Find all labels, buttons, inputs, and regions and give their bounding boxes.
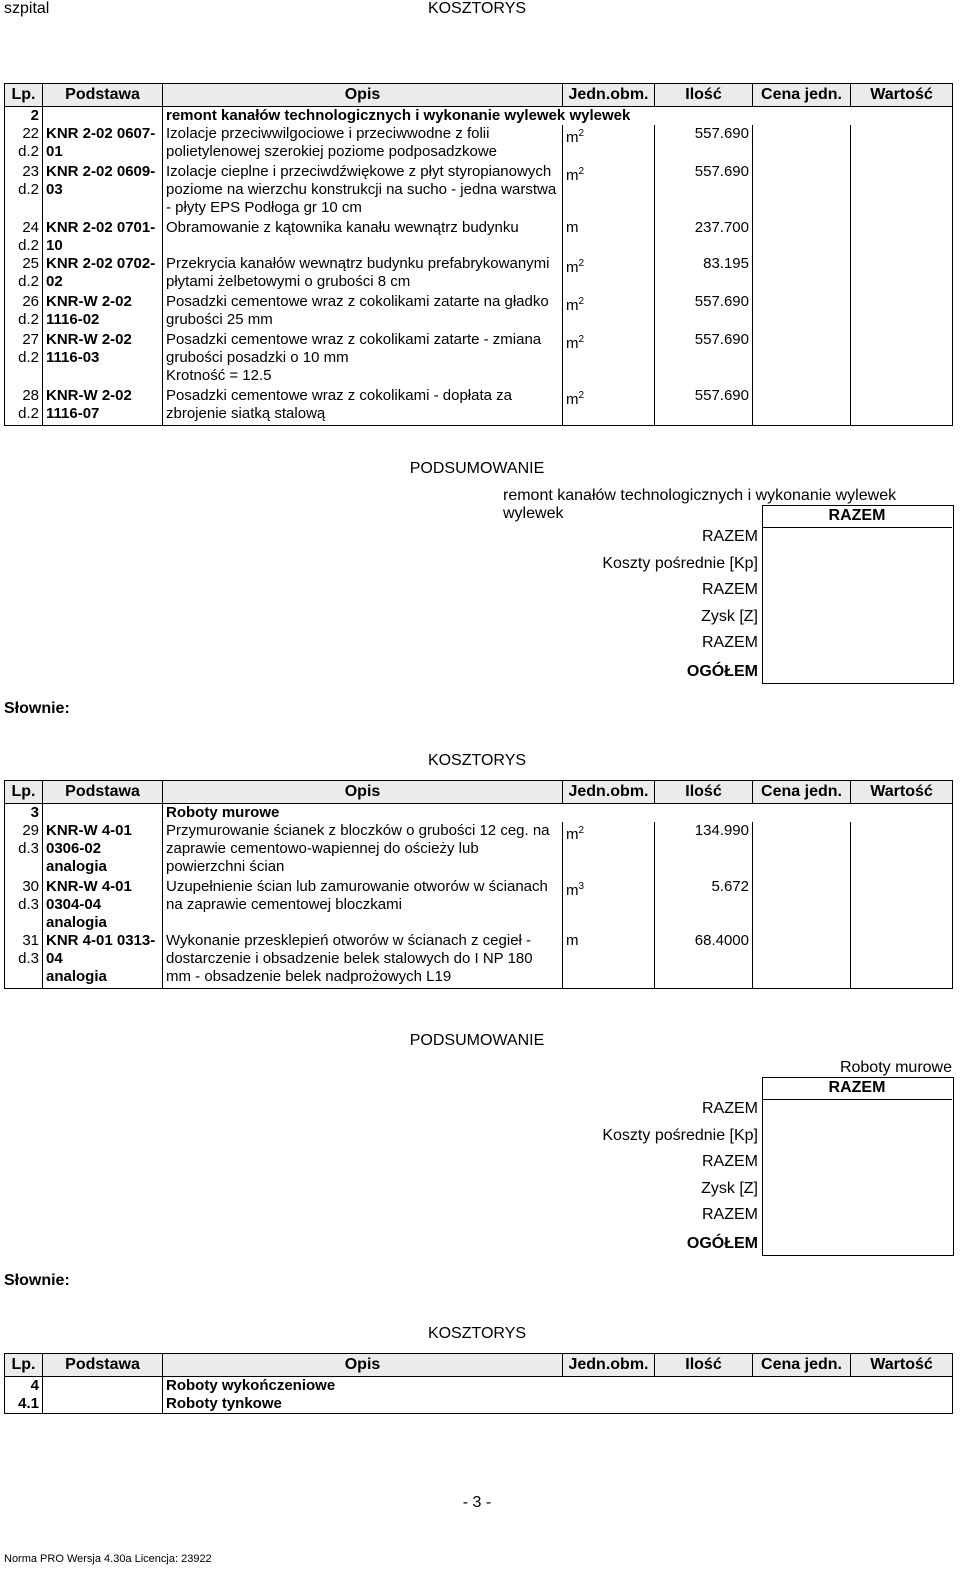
section-lp: 2	[5, 107, 43, 126]
col-opis: Opis	[163, 1354, 563, 1377]
section-lp: 4.1	[5, 1395, 43, 1414]
row-opis: Posadzki cementowe wraz z cokolikami zatarte - zmiana grubości posadzki o 10 mm Krotność = 12.5	[163, 331, 563, 387]
summary-koszty-posrednie: Koszty pośrednie [Kp]	[602, 1127, 758, 1144]
row-price	[753, 387, 851, 426]
section-empty	[43, 107, 163, 126]
summary-razem-3: RAZEM	[702, 634, 758, 651]
col-cena: Cena jedn.	[753, 84, 851, 107]
section-lp: 4	[5, 1377, 43, 1396]
row-opis: Posadzki cementowe wraz z cokolikami - dopłata za zbrojenie siatką stalową	[163, 387, 563, 426]
summary-razem: RAZEM	[702, 1100, 758, 1117]
row-value	[851, 293, 953, 331]
row-value	[851, 822, 953, 878]
summary-value-box-2	[762, 1077, 954, 1256]
row-value	[851, 125, 953, 163]
col-opis: Opis	[163, 84, 563, 107]
row-price	[753, 331, 851, 387]
section-title: Roboty wykończeniowe	[163, 1377, 953, 1396]
row-unit: $m^2$	[563, 255, 655, 293]
document-owner: szpital	[4, 0, 50, 17]
col-jednostka: Jedn.obm.	[563, 781, 655, 804]
section-row	[5, 107, 953, 126]
cost-table-3	[4, 1353, 953, 1414]
section-empty	[43, 1377, 163, 1396]
summary-divider	[762, 527, 952, 528]
col-opis: Opis	[163, 781, 563, 804]
row-opis: Uzupełnienie ścian lub zamurowanie otworów w ścianach na zaprawie cementowej bloczkami	[163, 878, 563, 932]
col-lp: Lp.	[5, 1354, 43, 1377]
slownie-label-2: Słownie:	[4, 1272, 70, 1289]
section-empty	[43, 804, 163, 823]
row-price	[753, 878, 851, 932]
row-qty: 237.700	[655, 219, 753, 255]
table-row	[5, 932, 953, 989]
col-wartosc: Wartość	[851, 1354, 953, 1377]
row-value	[851, 219, 953, 255]
col-ilosc: Ilość	[655, 781, 753, 804]
summary-title-2: PODSUMOWANIE	[409, 1032, 545, 1049]
summary-ogolem: OGÓŁEM	[686, 663, 758, 680]
row-qty: 5.672	[655, 878, 753, 932]
summary-razem-2: RAZEM	[702, 581, 758, 598]
table-row	[5, 878, 953, 932]
table-row	[5, 255, 953, 293]
table-row	[5, 125, 953, 163]
row-unit: $m^2$	[563, 163, 655, 219]
section-row	[5, 804, 953, 823]
cost-table-1	[4, 83, 953, 426]
col-podstawa: Podstawa	[43, 84, 163, 107]
col-wartosc: Wartość	[851, 84, 953, 107]
summary-koszty-posrednie: Koszty pośrednie [Kp]	[602, 555, 758, 572]
table-row	[5, 219, 953, 255]
row-podstawa: KNR-W 2-02 1116-03	[43, 331, 163, 387]
col-podstawa: Podstawa	[43, 781, 163, 804]
summary-zysk: Zysk [Z]	[701, 1180, 758, 1197]
row-value	[851, 878, 953, 932]
col-jednostka: Jedn.obm.	[563, 1354, 655, 1377]
row-podstawa: KNR 2-02 0609- 03	[43, 163, 163, 219]
row-unit: m	[563, 932, 655, 989]
row-lp: 27 d.2	[5, 331, 43, 387]
summary-value-box	[762, 505, 954, 684]
summary-razem-header: RAZEM	[828, 507, 886, 524]
row-podstawa: KNR 2-02 0701- 10	[43, 219, 163, 255]
section-title: remont kanałów technologicznych i wykonanie wylewek wylewek	[163, 107, 953, 126]
summary-title: PODSUMOWANIE	[409, 460, 545, 477]
col-cena: Cena jedn.	[753, 781, 851, 804]
row-qty: 557.690	[655, 387, 753, 426]
row-price	[753, 163, 851, 219]
row-unit: $m^3$	[563, 878, 655, 932]
table-row	[5, 387, 953, 426]
page-number: - 3 -	[462, 1494, 492, 1511]
col-ilosc: Ilość	[655, 1354, 753, 1377]
col-wartosc: Wartość	[851, 781, 953, 804]
summary-razem-2: RAZEM	[702, 1153, 758, 1170]
row-podstawa: KNR-W 2-02 1116-02	[43, 293, 163, 331]
document-title-3: KOSZTORYS	[427, 1325, 527, 1342]
row-qty: 557.690	[655, 293, 753, 331]
row-price	[753, 219, 851, 255]
row-podstawa: KNR 2-02 0607- 01	[43, 125, 163, 163]
summary-divider-2	[762, 1099, 952, 1100]
row-unit: $m^2$	[563, 387, 655, 426]
row-value	[851, 387, 953, 426]
row-price	[753, 822, 851, 878]
row-lp: 25 d.2	[5, 255, 43, 293]
row-unit: $m^2$	[563, 125, 655, 163]
table-row	[5, 293, 953, 331]
row-unit: m	[563, 219, 655, 255]
summary-section-name: remont kanałów technologicznych i wykonanie wylewek wylewek	[503, 487, 897, 522]
row-podstawa: KNR 2-02 0702- 02	[43, 255, 163, 293]
row-podstawa: KNR 4-01 0313- 04 analogia	[43, 932, 163, 989]
table-row	[5, 822, 953, 878]
col-lp: Lp.	[5, 781, 43, 804]
row-podstawa: KNR-W 4-01 0306-02 analogia	[43, 822, 163, 878]
row-opis: Izolacje przeciwwilgociowe i przeciwwodne z folii polietylenowej szerokiej poziome podposadzkowe	[163, 125, 563, 163]
summary-razem-header-2: RAZEM	[828, 1079, 886, 1096]
row-price	[753, 293, 851, 331]
row-unit: $m^2$	[563, 293, 655, 331]
row-opis: Przekrycia kanałów wewnątrz budynku prefabrykowanymi płytami żelbetowymi o grubości 8 cm	[163, 255, 563, 293]
row-qty: 557.690	[655, 331, 753, 387]
row-qty: 83.195	[655, 255, 753, 293]
row-lp: 29 d.3	[5, 822, 43, 878]
row-qty: 134.990	[655, 822, 753, 878]
table-header	[5, 781, 953, 804]
row-opis: Obramowanie z kątownika kanału wewnątrz budynku	[163, 219, 563, 255]
table-header	[5, 84, 953, 107]
row-price	[753, 125, 851, 163]
section-row	[5, 1377, 953, 1396]
row-unit: $m^2$	[563, 822, 655, 878]
col-cena: Cena jedn.	[753, 1354, 851, 1377]
row-qty: 68.4000	[655, 932, 753, 989]
row-lp: 24 d.2	[5, 219, 43, 255]
section-empty	[43, 1395, 163, 1414]
document-title-2: KOSZTORYS	[427, 752, 527, 769]
row-value	[851, 163, 953, 219]
section-row	[5, 1395, 953, 1414]
summary-zysk: Zysk [Z]	[701, 608, 758, 625]
section-title: Roboty tynkowe	[163, 1395, 953, 1414]
row-lp: 26 d.2	[5, 293, 43, 331]
table-header	[5, 1354, 953, 1377]
row-lp: 30 d.3	[5, 878, 43, 932]
row-podstawa: KNR-W 2-02 1116-07	[43, 387, 163, 426]
row-lp: 28 d.2	[5, 387, 43, 426]
summary-razem-3: RAZEM	[702, 1206, 758, 1223]
row-lp: 22 d.2	[5, 125, 43, 163]
col-jednostka: Jedn.obm.	[563, 84, 655, 107]
software-footer: Norma PRO Wersja 4.30a Licencja: 23922	[4, 1553, 212, 1565]
table-row	[5, 163, 953, 219]
row-opis: Posadzki cementowe wraz z cokolikami zatarte na gładko grubości 25 mm	[163, 293, 563, 331]
row-value	[851, 932, 953, 989]
row-value	[851, 255, 953, 293]
document-title: KOSZTORYS	[427, 0, 527, 17]
row-qty: 557.690	[655, 163, 753, 219]
col-ilosc: Ilość	[655, 84, 753, 107]
row-opis: Przymurowanie ścianek z bloczków o grubości 12 ceg. na zaprawie cementowo-wapiennej do ościeży lub powierzchni ścian	[163, 822, 563, 878]
row-qty: 557.690	[655, 125, 753, 163]
summary-section-name-2: Roboty murowe	[839, 1059, 952, 1076]
section-title: Roboty murowe	[163, 804, 953, 823]
section-lp: 3	[5, 804, 43, 823]
row-lp: 31 d.3	[5, 932, 43, 989]
table-row	[5, 331, 953, 387]
summary-ogolem: OGÓŁEM	[686, 1235, 758, 1252]
row-opis: Wykonanie przesklepień otworów w ścianach z cegieł - dostarczenie i obsadzenie belek stalowych do I NP 180 mm - obsadzenie belek nadprożowych L19	[163, 932, 563, 989]
row-podstawa: KNR-W 4-01 0304-04 analogia	[43, 878, 163, 932]
summary-razem: RAZEM	[702, 528, 758, 545]
row-unit: $m^2$	[563, 331, 655, 387]
row-value	[851, 331, 953, 387]
col-podstawa: Podstawa	[43, 1354, 163, 1377]
row-price	[753, 932, 851, 989]
row-price	[753, 255, 851, 293]
row-lp: 23 d.2	[5, 163, 43, 219]
slownie-label: Słownie:	[4, 700, 70, 717]
col-lp: Lp.	[5, 84, 43, 107]
cost-table-2	[4, 780, 953, 989]
row-opis: Izolacje cieplne i przeciwdźwiękowe z płyt styropianowych poziome na wierzchu konstrukcji na sucho - jedna warstwa - płyty EPS Podłoga gr 10 cm	[163, 163, 563, 219]
